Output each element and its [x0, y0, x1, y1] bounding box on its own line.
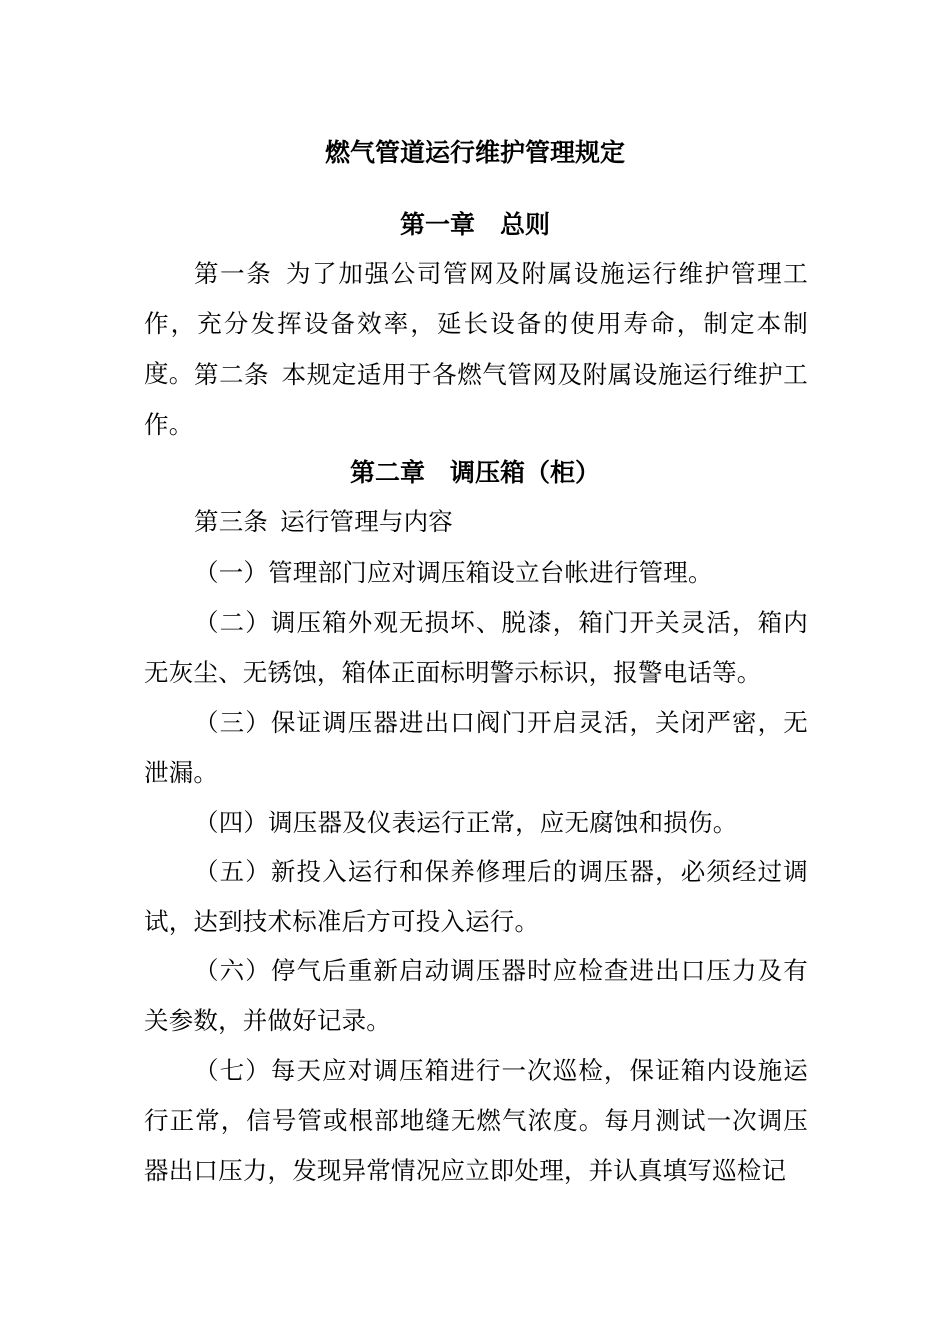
article-text: 运行管理与内容 [280, 507, 454, 536]
article-text: 为了加强公司管网及附属设施运行维护管理工作，充分发挥设备效率，延长设备的使用寿命，制定本制度。 [144, 259, 808, 388]
clause-paragraph-2: （二）调压箱外观无损坏、脱漆，箱门开关灵活，箱内无灰尘、无锈蚀，箱体正面标明警示标识，报警电话等。 [144, 608, 808, 687]
clause-paragraph-4: （四）调压器及仪表运行正常，应无腐蚀和损伤。 [194, 808, 738, 837]
article-paragraph-2 [144, 350, 808, 450]
clause-paragraph-7: （七）每天应对调压箱进行一次巡检，保证箱内设施运行正常，信号管或根部地缝无燃气浓度。每月测试一次调压器出口压力，发现异常情况应立即处理，并认真填写巡检记 [144, 1056, 808, 1185]
clause-paragraph-5: （五）新投入运行和保养修理后的调压器，必须经过调试，达到技术标准后方可投入运行。 [144, 857, 808, 936]
chapter-heading-2: 第二章 调压箱（柜） [349, 458, 600, 487]
article-text: 本规定适用于各燃气管网及附属设施运行维护工作。 [144, 360, 808, 439]
article-label: 第一条 [194, 259, 273, 288]
clause-paragraph-6: （六）停气后重新启动调压器时应检查进出口压力及有关参数，并做好记录。 [144, 956, 808, 1035]
clause-paragraph-1: （一）管理部门应对调压箱设立台帐进行管理。 [194, 558, 713, 587]
article-label: 第二条 [194, 360, 270, 389]
article-label: 第三条 [194, 507, 269, 536]
chapter-heading-1: 第一章 总则 [399, 210, 550, 239]
article-paragraph-3 [144, 497, 808, 547]
document-title: 燃气管道运行维护管理规定 [324, 138, 625, 167]
clause-paragraph-3: （三）保证调压器进出口阀门开启灵活，关闭严密，无泄漏。 [144, 708, 808, 787]
